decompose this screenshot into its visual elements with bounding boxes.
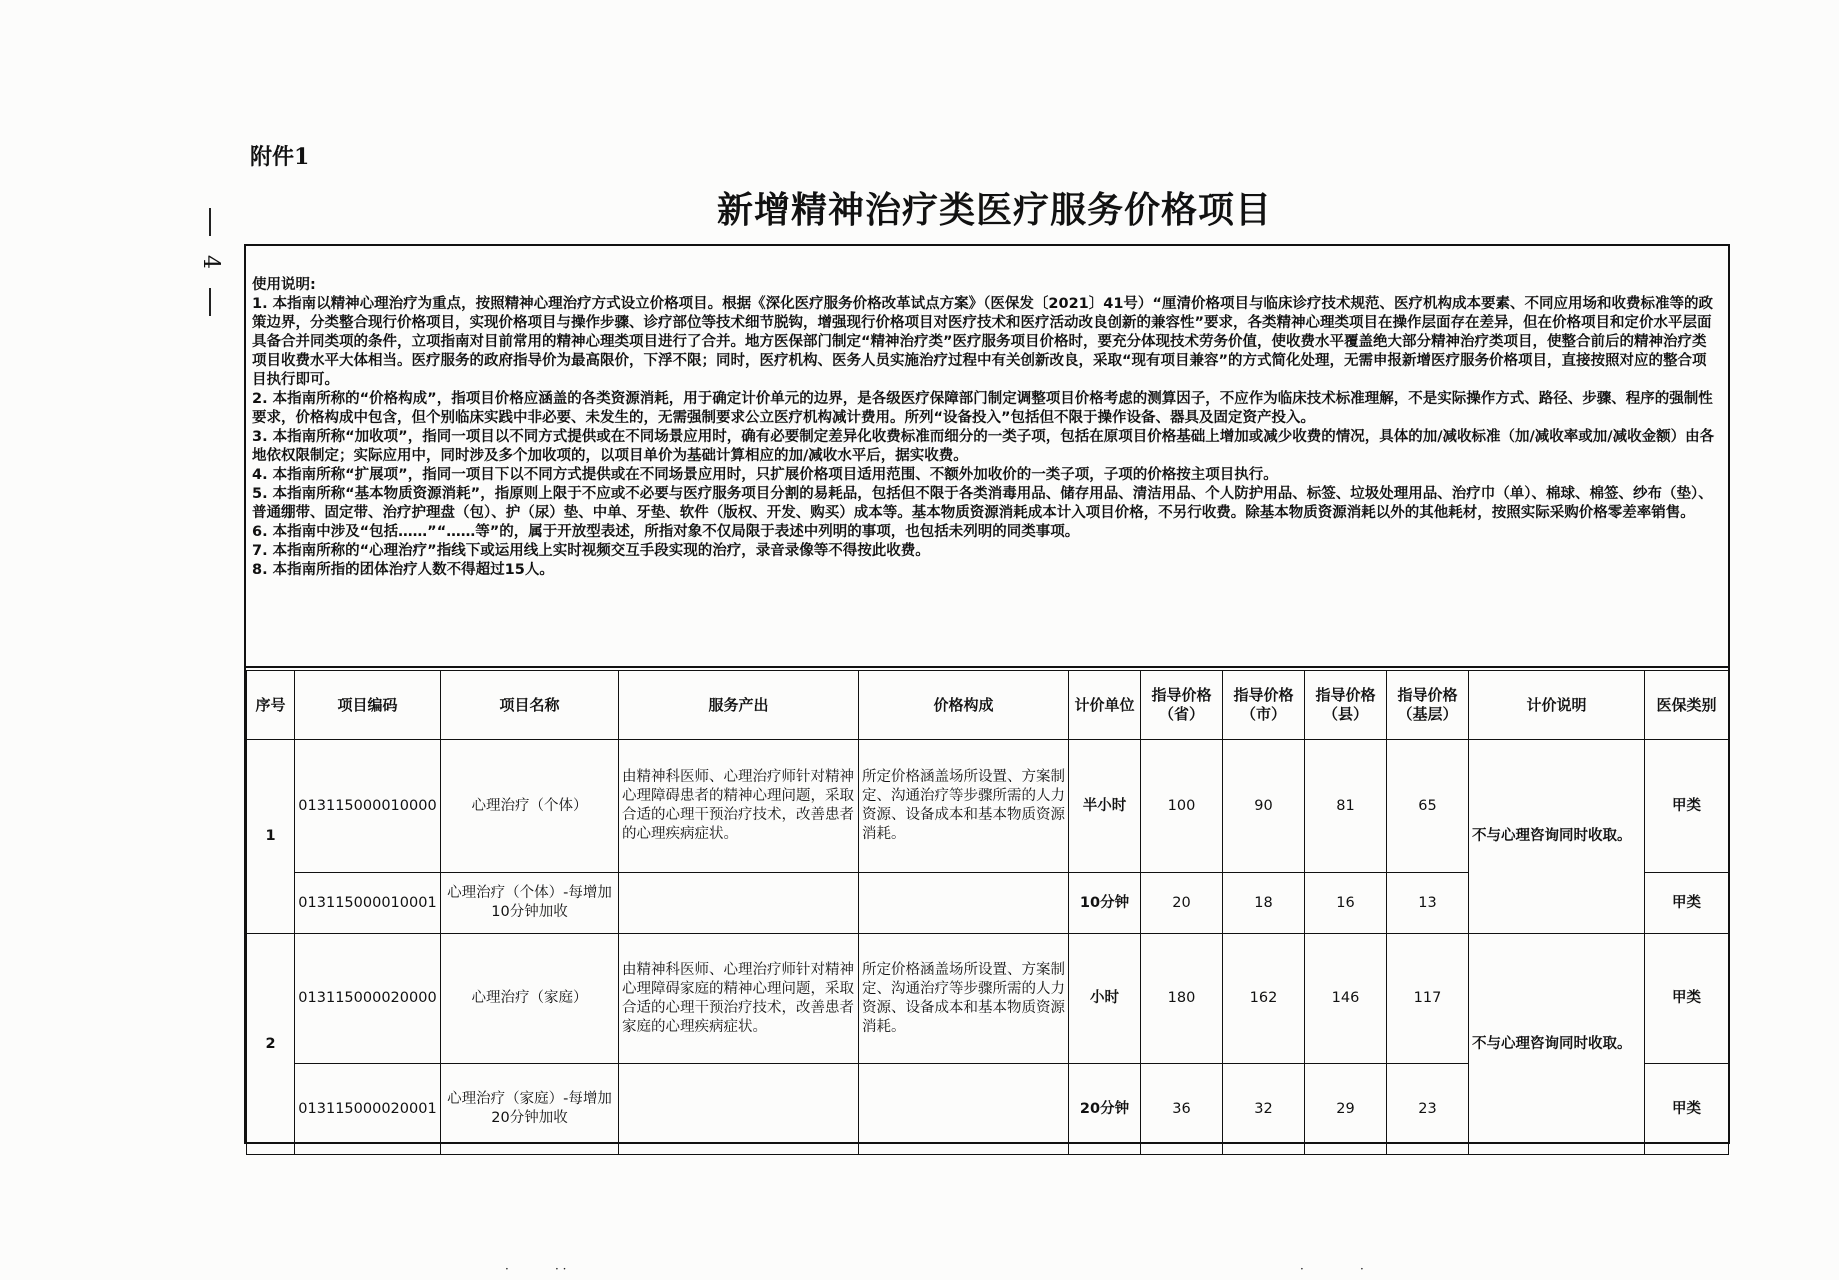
table-row bbox=[247, 740, 1729, 873]
usage-note-2: 2. 本指南所称的“价格构成”，指项目价格应涵盖的各类资源消耗，用于确定计价单元的边界，是各级医疗保障部门制定调整项目价格考虑的测算因子，不应作为临床技术标准理解，不是实际操作方式、路径、步骤、程序的强制性要求，价格构成中包含，但个别临床实践中非必要、未发生的，无需强制要求公立医疗机构减计费用。所列“设备投入”包括但不限于操作设备、器具及固定资产投入。 bbox=[252, 391, 1713, 426]
output-cell: 由精神科医师、心理治疗师针对精神心理障碍家庭的精神心理问题，采取合适的心理干预治疗技术，改善患者家庭的心理疾病症状。 bbox=[619, 934, 859, 1064]
output-cell bbox=[619, 1064, 859, 1155]
price-county-cell: 16 bbox=[1305, 873, 1387, 934]
price-base-cell: 23 bbox=[1387, 1064, 1469, 1155]
usage-notes bbox=[246, 246, 1728, 668]
composition-cell: 所定价格涵盖场所设置、方案制定、沟通治疗等步骤所需的人力资源、设备成本和基本物质资源消耗。 bbox=[859, 934, 1069, 1064]
composition-cell bbox=[859, 873, 1069, 934]
insurance-cell: 甲类 bbox=[1645, 1064, 1729, 1155]
name-cell: 心理治疗（个体） bbox=[441, 740, 619, 873]
header-price-province: 指导价格（省） bbox=[1141, 671, 1223, 740]
price-province-cell: 20 bbox=[1141, 873, 1223, 934]
scan-speck: · bbox=[1300, 1262, 1304, 1276]
price-city-cell: 18 bbox=[1223, 873, 1305, 934]
price-city-cell: 32 bbox=[1223, 1064, 1305, 1155]
unit-cell: 小时 bbox=[1069, 934, 1141, 1064]
header-composition: 价格构成 bbox=[859, 671, 1069, 740]
insurance-cell: 甲类 bbox=[1645, 934, 1729, 1064]
header-remark: 计价说明 bbox=[1469, 671, 1645, 740]
unit-cell: 半小时 bbox=[1069, 740, 1141, 873]
header-seq: 序号 bbox=[247, 671, 295, 740]
table-header-row bbox=[247, 671, 1729, 740]
attachment-label: 附件1 bbox=[250, 144, 310, 170]
page-number-dash-bottom bbox=[209, 288, 211, 316]
usage-notes-heading: 使用说明: bbox=[252, 277, 316, 293]
seq-cell: 2 bbox=[247, 934, 295, 1155]
usage-note-3: 3. 本指南所称“加收项”，指同一项目以不同方式提供或在不同场景应用时，确有必要制定差异化收费标准而细分的一类子项，包括在原项目价格基础上增加或减少收费的情况，具体的加/减收标准（加/减收率或加/减收金额）由各地依权限制定；实际应用中，同时涉及多个加收项的，以项目单价为基础计算相应的加/减收水平后，据实收费。 bbox=[252, 429, 1715, 464]
header-output: 服务产出 bbox=[619, 671, 859, 740]
name-cell: 心理治疗（家庭）-每增加20分钟加收 bbox=[441, 1064, 619, 1155]
output-cell: 由精神科医师、心理治疗师针对精神心理障碍患者的精神心理问题，采取合适的心理干预治疗技术，改善患者的心理疾病症状。 bbox=[619, 740, 859, 873]
price-province-cell: 180 bbox=[1141, 934, 1223, 1064]
composition-cell: 所定价格涵盖场所设置、方案制定、沟通治疗等步骤所需的人力资源、设备成本和基本物质资源消耗。 bbox=[859, 740, 1069, 873]
code-cell: 013115000020000 bbox=[295, 934, 441, 1064]
usage-note-5: 5. 本指南所称“基本物质资源消耗”，指原则上限于不应或不必要与医疗服务项目分割的易耗品，包括但不限于各类消毒用品、储存用品、清洁用品、个人防护用品、标签、垃圾处理用品、治疗巾（单）、棉球、棉签、纱布（垫）、普通绷带、固定带、治疗护理盘（包）、护（尿）垫、中单、牙垫、软件（版权、开发、购买）成本等。基本物质资源消耗成本计入项目价格，不另行收费。除基本物质资源消耗以外的其他耗材，按照实际采购价格零差率销售。 bbox=[252, 486, 1713, 521]
price-base-cell: 65 bbox=[1387, 740, 1469, 873]
header-code: 项目编码 bbox=[295, 671, 441, 740]
header-price-base: 指导价格（基层） bbox=[1387, 671, 1469, 740]
document-title: 新增精神治疗类医疗服务价格项目 bbox=[716, 189, 1272, 231]
price-city-cell: 90 bbox=[1223, 740, 1305, 873]
price-city-cell: 162 bbox=[1223, 934, 1305, 1064]
insurance-cell: 甲类 bbox=[1645, 740, 1729, 873]
seq-cell: 1 bbox=[247, 740, 295, 934]
unit-cell: 20分钟 bbox=[1069, 1064, 1141, 1155]
scan-speck: · · bbox=[555, 1262, 567, 1276]
remark-cell: 不与心理咨询同时收取。 bbox=[1469, 740, 1645, 934]
code-cell: 013115000010000 bbox=[295, 740, 441, 873]
content-frame bbox=[244, 244, 1730, 1144]
code-cell: 013115000020001 bbox=[295, 1064, 441, 1155]
price-base-cell: 117 bbox=[1387, 934, 1469, 1064]
table-row bbox=[247, 934, 1729, 1064]
header-unit: 计价单位 bbox=[1069, 671, 1141, 740]
header-price-city: 指导价格（市） bbox=[1223, 671, 1305, 740]
code-cell: 013115000010001 bbox=[295, 873, 441, 934]
usage-note-4: 4. 本指南所称“扩展项”，指同一项目下以不同方式提供或在不同场景应用时，只扩展价格项目适用范围、不额外加收价的一类子项，子项的价格按主项目执行。 bbox=[252, 467, 1278, 483]
name-cell: 心理治疗（家庭） bbox=[441, 934, 619, 1064]
name-cell: 心理治疗（个体）-每增加10分钟加收 bbox=[441, 873, 619, 934]
price-table bbox=[246, 670, 1729, 1155]
usage-note-7: 7. 本指南所称的“心理治疗”指线下或运用线上实时视频交互手段实现的治疗，录音录像等不得按此收费。 bbox=[252, 543, 930, 559]
usage-note-8: 8. 本指南所指的团体治疗人数不得超过15人。 bbox=[252, 562, 554, 578]
price-county-cell: 29 bbox=[1305, 1064, 1387, 1155]
price-county-cell: 81 bbox=[1305, 740, 1387, 873]
scan-speck: · bbox=[1360, 1262, 1364, 1276]
price-province-cell: 36 bbox=[1141, 1064, 1223, 1155]
header-price-county: 指导价格（县） bbox=[1305, 671, 1387, 740]
price-county-cell: 146 bbox=[1305, 934, 1387, 1064]
unit-cell: 10分钟 bbox=[1069, 873, 1141, 934]
page-number-value: 4 bbox=[198, 255, 223, 269]
usage-note-6: 6. 本指南中涉及“包括……”“……等”的，属于开放型表述，所指对象不仅局限于表述中列明的事项，也包括未列明的同类事项。 bbox=[252, 524, 1080, 540]
header-insurance: 医保类别 bbox=[1645, 671, 1729, 740]
insurance-cell: 甲类 bbox=[1645, 873, 1729, 934]
scan-speck: · bbox=[505, 1262, 509, 1276]
price-base-cell: 13 bbox=[1387, 873, 1469, 934]
price-province-cell: 100 bbox=[1141, 740, 1223, 873]
output-cell bbox=[619, 873, 859, 934]
header-name: 项目名称 bbox=[441, 671, 619, 740]
remark-cell: 不与心理咨询同时收取。 bbox=[1469, 934, 1645, 1155]
composition-cell bbox=[859, 1064, 1069, 1155]
usage-note-1: 1. 本指南以精神心理治疗为重点，按照精神心理治疗方式设立价格项目。根据《深化医疗服务价格改革试点方案》（医保发〔2021〕41号）“厘清价格项目与临床诊疗技术规范、医疗机构成本要素、不同应用场和收费标准等的政策边界，分类整合现行价格项目，实现价格项目与操作步骤、诊疗部位等技术细节脱钩，增强现行价格项目对医疗技术和医疗活动改良创新的兼容性”要求，各类精神心理类项目在操作层面存在差异，但在价格项目和定价水平层面具备合并同类项的条件，立项指南对目前常用的精神心理类项目进行了合并。地方医保部门制定“精神治疗类”医疗服务项目价格时，要充分体现技术劳务价值，使收费水平覆盖绝大部分精神治疗类项目，使整合前后的精神治疗类项目收费水平大体相当。医疗服务的政府指导价为最高限价，下浮不限；同时，医疗机构、医务人员实施治疗过程中有关创新改良，采取“现有项目兼容”的方式简化处理，无需申报新增医疗服务价格项目，直接按照对应的整合项目执行即可。 bbox=[252, 296, 1713, 388]
